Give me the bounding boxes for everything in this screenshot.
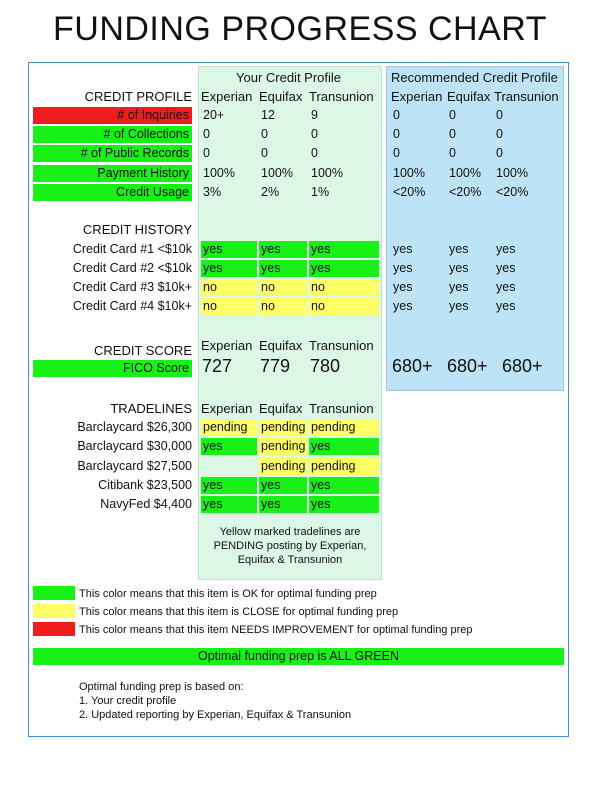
- history-your-value: no: [259, 298, 307, 315]
- pending-note-line: Equifax & Transunion: [237, 554, 343, 566]
- legend-text-green: This color means that this item is OK for optimal funding prep: [79, 588, 377, 600]
- history-rec-value: yes: [449, 261, 469, 275]
- profile-rec-value: <20%: [393, 184, 426, 199]
- pending-note-line: Yellow marked tradelines are: [219, 526, 361, 538]
- tradeline-your-value: pending: [261, 439, 306, 454]
- tradelines-your-bureau-equifax: Equifax: [259, 401, 303, 416]
- profile-rec-value: 0: [496, 146, 503, 161]
- profile-your-value: 100%: [261, 165, 293, 180]
- history-rec-value: yes: [496, 261, 516, 275]
- fico-your-score: 780: [310, 356, 341, 376]
- tradeline-your-value: pending: [261, 458, 306, 473]
- history-rec-value: yes: [496, 280, 516, 294]
- history-rec-value: yes: [449, 299, 469, 313]
- recommended-profile-header: Recommended Credit Profile: [391, 70, 558, 85]
- tradeline-your-value: [201, 458, 257, 475]
- footer-line: Optimal funding prep is based on:: [79, 681, 244, 693]
- history-row-label: Credit Card #2 <$10k: [72, 261, 192, 275]
- tradeline-row-label: Citibank $23,500: [98, 477, 192, 492]
- fico-your-score: 727: [202, 356, 233, 376]
- profile-rec-bureau-transunion: Transunion: [494, 89, 559, 104]
- history-your-value: yes: [259, 260, 307, 277]
- history-row-label: Credit Card #3 $10k+: [72, 280, 192, 294]
- profile-rec-value: 0: [449, 108, 456, 122]
- profile-your-bureau-experian: Experian: [201, 89, 253, 104]
- profile-rec-value: 0: [496, 108, 503, 122]
- profile-your-value: 100%: [203, 165, 235, 180]
- history-your-value: yes: [201, 260, 257, 277]
- profile-your-value: 0: [311, 127, 318, 142]
- credit-score-section-title: CREDIT SCORE: [94, 343, 192, 358]
- legend-swatch-yellow: [33, 604, 75, 618]
- history-your-value: no: [309, 298, 379, 315]
- fico-rec-score: 680+: [502, 356, 543, 376]
- profile-rec-value: 0: [496, 127, 503, 142]
- history-rec-value: yes: [393, 242, 413, 256]
- fico-score-label: FICO Score: [33, 360, 192, 377]
- history-your-value: no: [201, 298, 257, 315]
- tradeline-your-value: yes: [201, 496, 257, 513]
- footer-line: 1. Your credit profile: [79, 695, 177, 707]
- profile-your-value: 12: [261, 108, 275, 122]
- tradeline-row-label: Barclaycard $27,500: [77, 458, 192, 473]
- all-green-banner: Optimal funding prep is ALL GREEN: [33, 648, 564, 665]
- fico-rec-score: 680+: [447, 356, 488, 376]
- pending-note-line: PENDING posting by Experian,: [213, 540, 367, 552]
- history-your-value: yes: [259, 241, 307, 258]
- history-rec-value: yes: [496, 242, 516, 256]
- history-row-label: Credit Card #1 <$10k: [72, 242, 192, 256]
- footer-line: 2. Updated reporting by Experian, Equifax & Transunion: [79, 709, 352, 721]
- score-your-bureau-equifax: Equifax: [259, 338, 303, 353]
- profile-rec-value: 0: [393, 127, 400, 142]
- profile-rec-value: 0: [393, 146, 400, 161]
- profile-rec-bureau-equifax: Equifax: [447, 89, 491, 104]
- profile-your-value: 0: [203, 146, 210, 161]
- tradeline-your-value: yes: [309, 477, 379, 494]
- history-row-label: Credit Card #4 $10k+: [72, 299, 192, 313]
- profile-your-value: 100%: [311, 165, 343, 180]
- profile-rec-value: 100%: [393, 165, 425, 180]
- score-your-bureau-transunion: Transunion: [309, 338, 374, 353]
- history-your-value: no: [259, 279, 307, 296]
- fico-rec-score: 680+: [392, 356, 433, 376]
- history-your-value: yes: [309, 260, 379, 277]
- tradeline-your-value: yes: [201, 438, 257, 455]
- profile-your-value: 1%: [311, 184, 330, 199]
- profile-rec-value: 100%: [496, 165, 528, 180]
- tradeline-your-value: pending: [309, 419, 379, 436]
- history-your-value: no: [309, 279, 379, 296]
- profile-row-label: # of Public Records: [33, 145, 192, 162]
- credit-history-section-title: CREDIT HISTORY: [82, 222, 192, 237]
- fico-your-score: 779: [260, 356, 291, 376]
- profile-rec-value: 0: [449, 146, 456, 161]
- tradelines-section-title: TRADELINES: [110, 401, 192, 416]
- tradeline-your-value: yes: [201, 477, 257, 494]
- tradeline-your-value: pending: [261, 420, 306, 434]
- legend-text-red: This color means that this item NEEDS IMPROVEMENT for optimal funding prep: [79, 624, 473, 636]
- profile-your-bureau-transunion: Transunion: [309, 89, 374, 104]
- profile-rec-value: 0: [449, 127, 456, 142]
- your-profile-header: Your Credit Profile: [236, 70, 342, 85]
- profile-your-bureau-equifax: Equifax: [259, 89, 303, 104]
- profile-rec-value: 100%: [449, 165, 481, 180]
- legend-swatch-red: [33, 622, 75, 636]
- score-your-bureau-experian: Experian: [201, 338, 253, 353]
- profile-your-value: 0: [203, 127, 210, 142]
- tradelines-your-bureau-transunion: Transunion: [309, 401, 374, 416]
- profile-your-value: 2%: [261, 184, 280, 199]
- profile-row-label: # of Collections: [33, 126, 192, 143]
- tradeline-your-value: pending: [201, 419, 257, 436]
- tradeline-your-value: yes: [309, 496, 379, 513]
- history-rec-value: yes: [393, 280, 413, 294]
- tradeline-your-value: yes: [259, 496, 307, 513]
- profile-your-value: 20+: [203, 108, 225, 122]
- tradeline-row-label: NavyFed $4,400: [100, 497, 192, 512]
- tradelines-your-bureau-experian: Experian: [201, 401, 253, 416]
- tradeline-your-value: pending: [309, 458, 379, 475]
- history-your-value: no: [201, 279, 257, 296]
- profile-row-label: # of Inquiries: [33, 107, 192, 124]
- legend-text-yellow: This color means that this item is CLOSE for optimal funding prep: [79, 606, 399, 618]
- profile-row-label: Credit Usage: [33, 184, 192, 201]
- profile-your-value: 3%: [203, 184, 222, 199]
- history-rec-value: yes: [496, 299, 516, 313]
- legend-swatch-green: [33, 586, 75, 600]
- profile-row-label: Payment History: [33, 165, 192, 182]
- profile-your-value: 0: [261, 127, 268, 142]
- history-rec-value: yes: [393, 261, 413, 275]
- history-rec-value: yes: [393, 299, 413, 313]
- tradeline-row-label: Barclaycard $26,300: [77, 420, 192, 434]
- page-title: FUNDING PROGRESS CHART: [53, 10, 547, 48]
- profile-your-value: 0: [311, 146, 318, 161]
- recommended-credit-profile-panel: [386, 66, 564, 391]
- profile-rec-bureau-experian: Experian: [391, 89, 443, 104]
- history-your-value: yes: [201, 241, 257, 258]
- profile-rec-value: <20%: [496, 184, 529, 199]
- profile-rec-value: 0: [393, 108, 400, 122]
- history-your-value: yes: [309, 241, 379, 258]
- profile-your-value: 0: [261, 146, 268, 161]
- history-rec-value: yes: [449, 242, 469, 256]
- profile-rec-value: <20%: [449, 184, 482, 199]
- credit-profile-section-title: CREDIT PROFILE: [84, 89, 192, 104]
- profile-your-value: 9: [311, 108, 318, 122]
- history-rec-value: yes: [449, 280, 469, 294]
- tradeline-row-label: Barclaycard $30,000: [77, 439, 192, 454]
- tradeline-your-value: yes: [309, 438, 379, 455]
- tradeline-your-value: yes: [259, 477, 307, 494]
